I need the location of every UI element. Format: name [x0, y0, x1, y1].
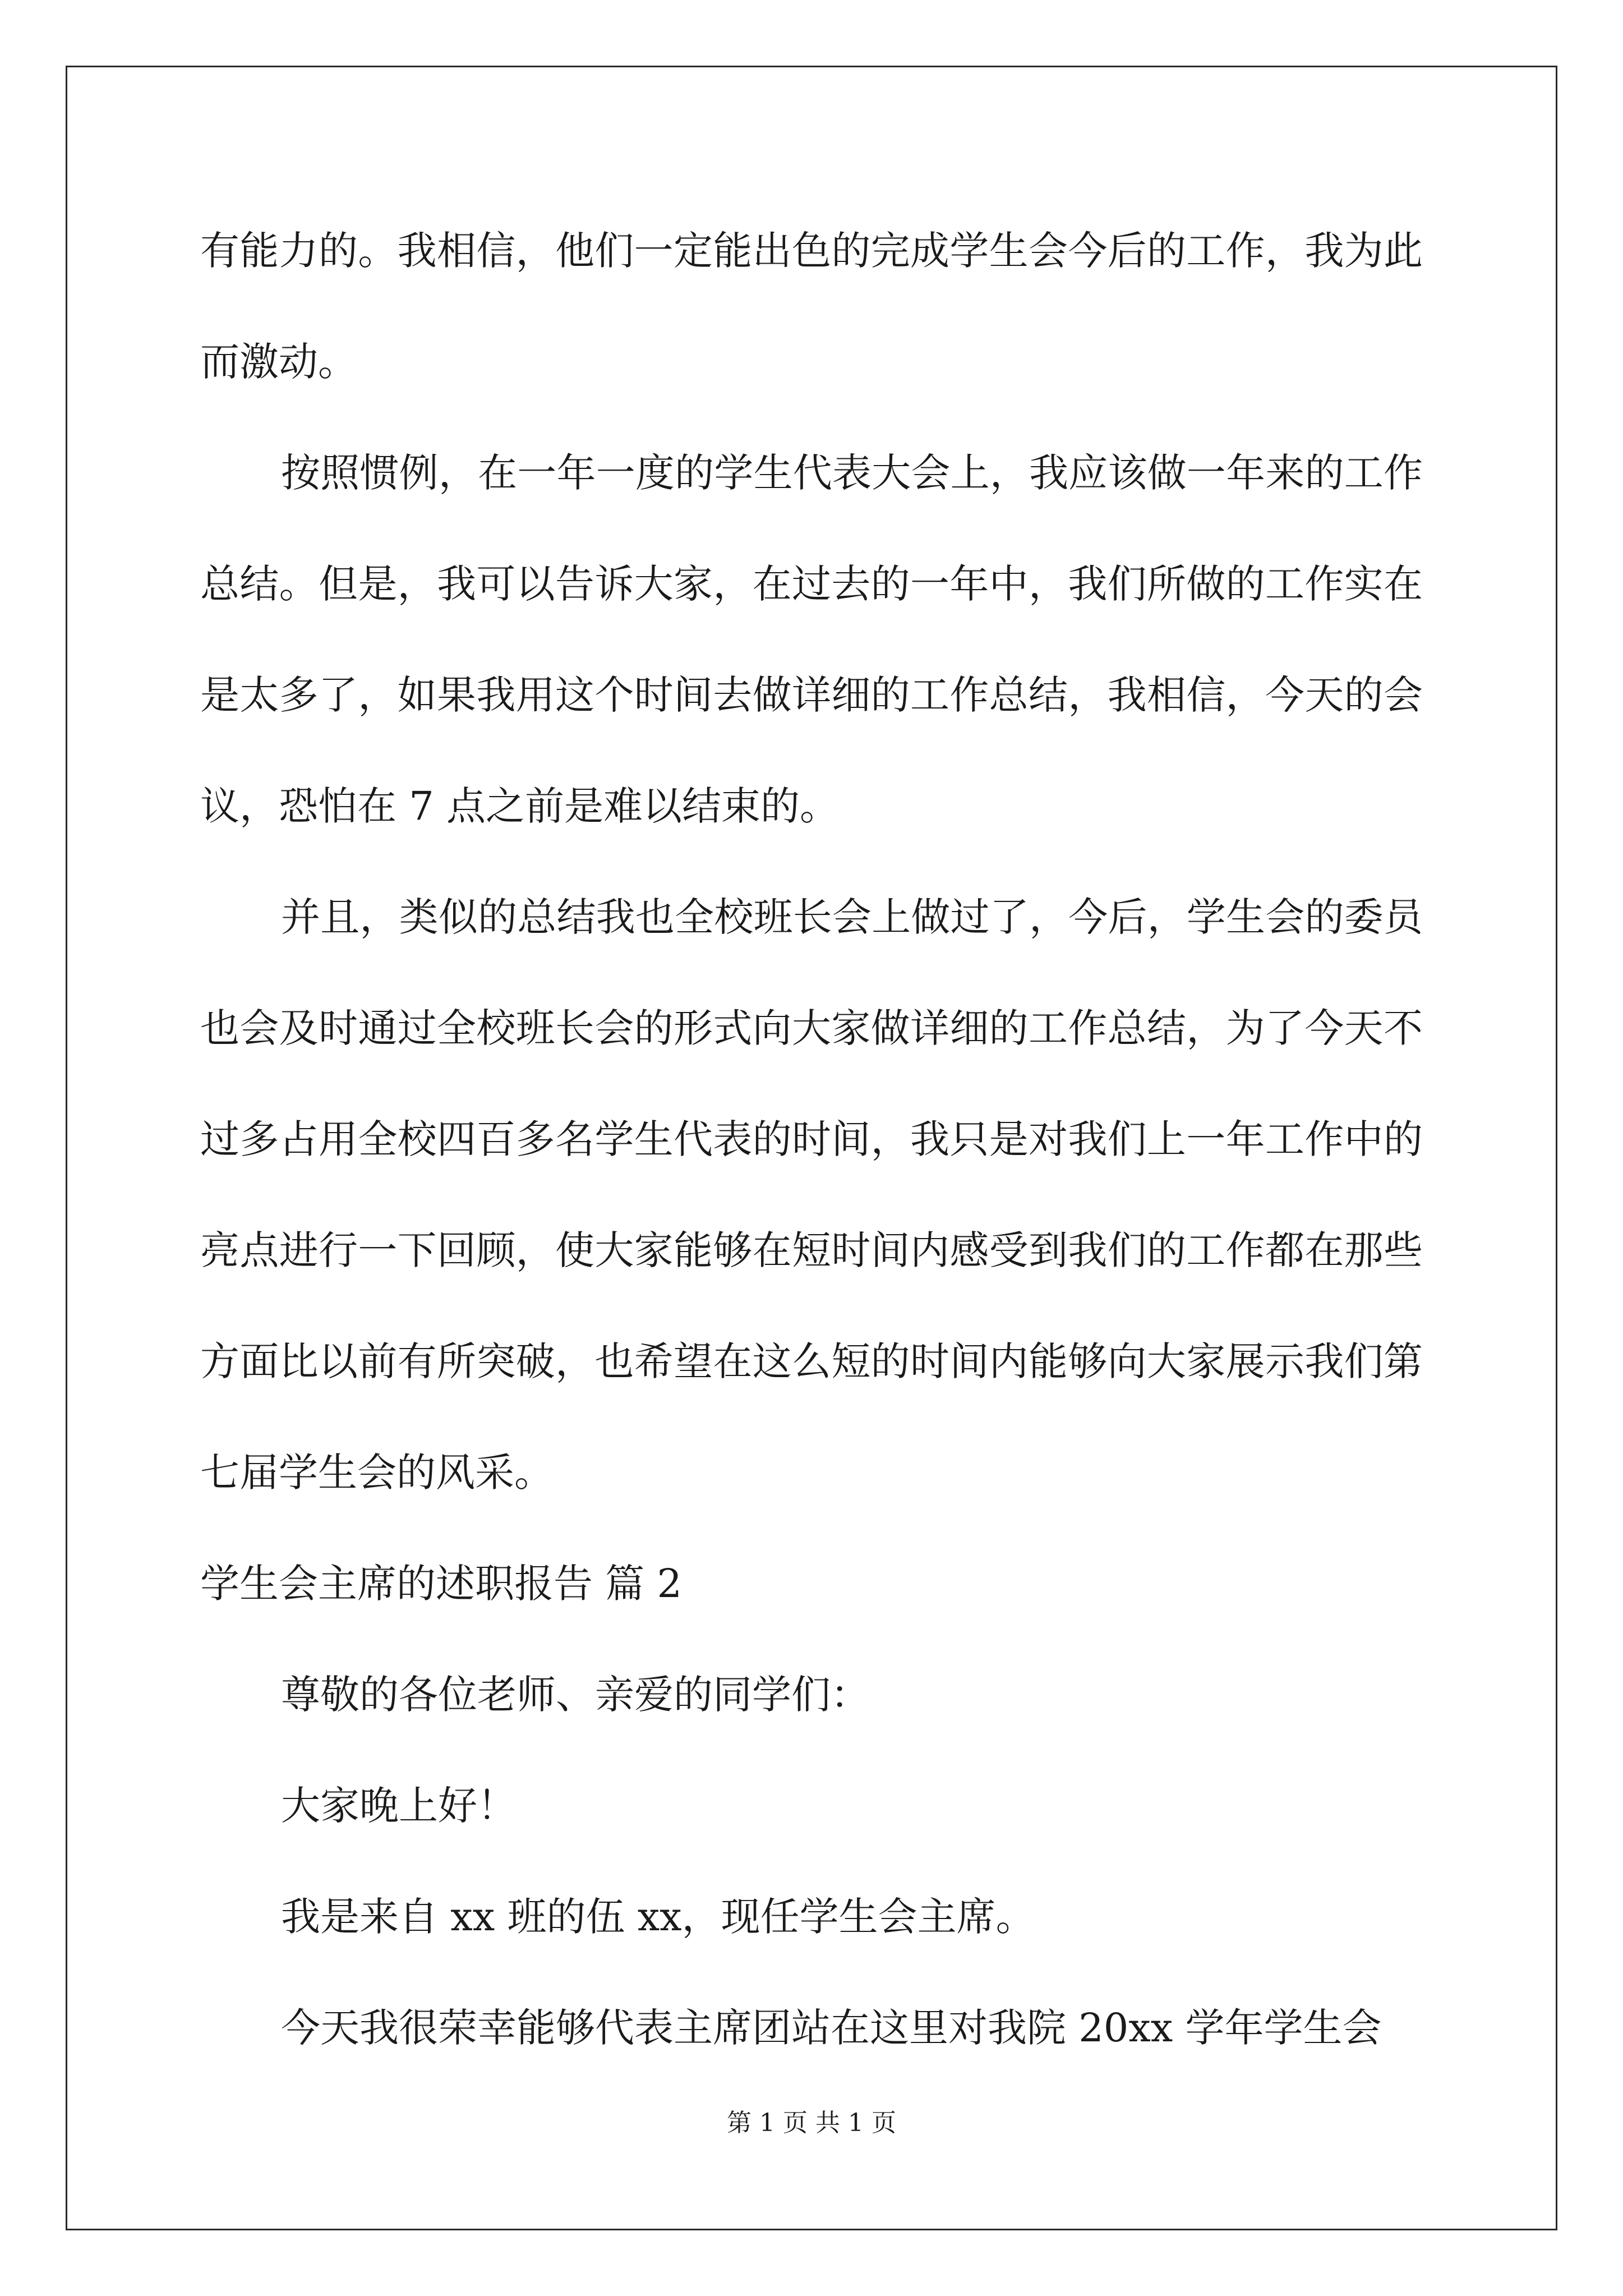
paragraph-salutation: 尊敬的各位老师、亲爱的同学们： — [281, 1672, 870, 1718]
document-body — [200, 195, 1423, 2083]
paragraph-1: 有能力的。我相信，他们一定能出色的完成学生会今后的工作，我为此而激动。 — [200, 228, 1423, 385]
paragraph-opening: 今天我很荣幸能够代表主席团站在这里对我院 20xx 学年学生会 — [281, 2005, 1382, 2051]
paragraph-3: 并且，类似的总结我也全校班长会上做过了，今后，学生会的委员也会及时通过全校班长会的形式向大家做详细的工作总结，为了今天不过多占用全校四百多名学生代表的时间，我只是对我们上一年工作中的亮点进行一下回顾，使大家能够在短时间内感受到我们的工作都在那些方面比以前有所突破，也希望在这么短的时间内能够向大家展示我们第七届学生会的风采。 — [200, 894, 1423, 1496]
paragraph-greeting: 大家晚上好！ — [281, 1783, 517, 1829]
page-footer: 第 1 页 共 1 页 — [727, 2109, 896, 2137]
section-heading: 学生会主席的述职报告 篇 2 — [200, 1561, 683, 1607]
paragraph-2: 按照惯例，在一年一度的学生代表大会上，我应该做一年来的工作总结。但是，我可以告诉大家，在过去的一年中，我们所做的工作实在是太多了，如果我用这个时间去做详细的工作总结，我相信，今天的会议，恐怕在 7 点之前是难以结束的。 — [200, 450, 1423, 829]
paragraph-introduction: 我是来自 xx 班的伍 xx，现任学生会主席。 — [281, 1894, 1035, 1940]
